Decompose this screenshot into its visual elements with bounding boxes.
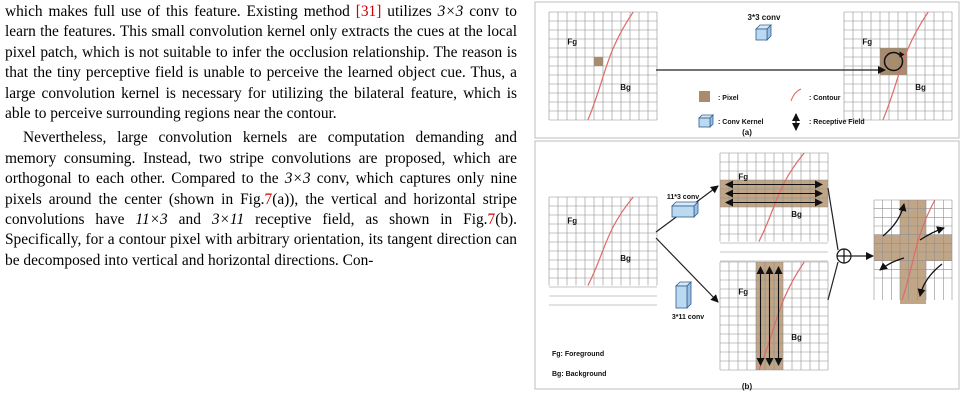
math-term: 11×3 [135, 211, 168, 229]
fg-label: Fg [862, 37, 873, 47]
math-term: 3×3 [437, 3, 464, 20]
body-text-column [5, 2, 517, 271]
grid-b-vertical [720, 262, 828, 370]
text-run: (b). Specifically, for a contour pixel with arbitrary orientation, its tangent direction can be decomposed into vertical and horizontal directions. Con- [5, 211, 518, 269]
text-run: utilizes [381, 3, 438, 20]
conv-11x3-label: 11*3 conv [666, 194, 700, 201]
conv-3x3-label: 3*3 conv [747, 13, 781, 22]
text-run: Nevertheless, large convolution kernels are computation demanding and memory consuming. Instead, two stripe convolutions are proposed, which are orthogonal to each other. Compared to the [5, 129, 517, 188]
bg-label: Bg [620, 82, 631, 92]
caption-a: (a) [742, 128, 752, 137]
caption-b: (b) [741, 382, 753, 391]
grid-a-left [549, 12, 657, 120]
kernel-3x11-icon [676, 282, 691, 308]
legend-receptive-field-label: : Receptive Field [809, 119, 865, 126]
paragraph-2 [5, 128, 517, 271]
note-foreground: Fg: Foreground [552, 351, 605, 358]
pixel-legend-icon [699, 91, 710, 102]
citation-link[interactable]: 7 [487, 211, 496, 229]
conv-3x11-label: 3*11 conv [671, 314, 705, 321]
bg-label: Bg [915, 82, 926, 92]
paragraph-1 [5, 2, 517, 124]
note-background: Bg: Background [552, 371, 607, 378]
legend-conv-kernel-label: : Conv Kernel [718, 119, 764, 126]
text-run: which makes full use of this feature. Existing method [5, 3, 356, 20]
text-run: conv, which captures only nine pixels around the center (shown in Fig. [5, 170, 518, 208]
math-term: 3×11 [211, 211, 245, 229]
conv-kernel-legend-icon [699, 115, 713, 127]
fg-label: Fg [738, 172, 749, 182]
kernel-3x3-icon [756, 25, 771, 40]
text-run: receptive field, as shown in Fig. [244, 211, 488, 229]
citation-link[interactable]: 7 [264, 190, 273, 208]
bg-label: Bg [791, 209, 802, 219]
grid-a-right [844, 12, 952, 120]
figure-7 [528, 0, 968, 416]
fg-label: Fg [567, 37, 578, 47]
grid-b-output [874, 200, 952, 304]
kernel-11x3-icon [672, 202, 698, 217]
text-run: conv to learn the features. This small convolution kernel only extracts the cues at the local pixel patch, which is not suitable to infer the occlusion relationship. The reason is that the tiny perceptive field is unable to perceive the learned object cue. Thus, a large convolution kernel is necessary for utilizing the bilateral feature, which is able to perceive surrounding regions near the contour. [5, 3, 517, 123]
text-run: and [167, 211, 212, 229]
legend-pixel-label: : Pixel [718, 95, 739, 102]
oplus-icon [837, 249, 851, 263]
fg-label: Fg [738, 287, 749, 297]
fg-label: Fg [567, 216, 578, 226]
legend-contour-label: : Contour [809, 95, 841, 102]
text-run: (a)), the vertical and horizontal stripe convolutions have [5, 190, 517, 229]
figure-svg [528, 0, 968, 416]
bg-label: Bg [620, 253, 631, 263]
math-term: 3×3 [284, 170, 311, 188]
citation-link[interactable]: [31] [355, 3, 382, 20]
bg-label: Bg [791, 332, 802, 342]
